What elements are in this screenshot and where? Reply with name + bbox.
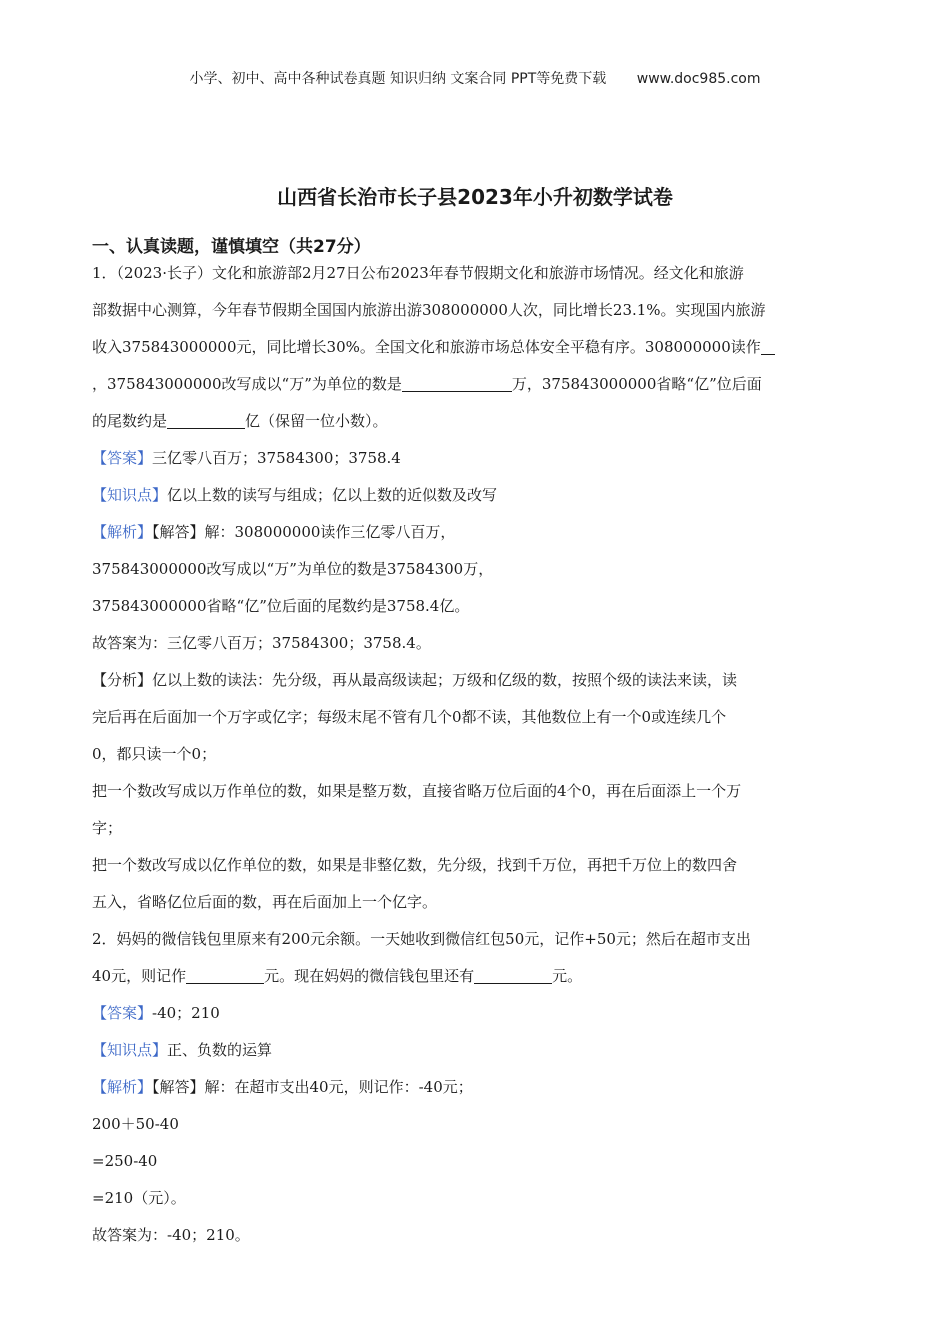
page-header: [0, 68, 950, 88]
answer-blank: [402, 373, 512, 392]
analysis-tag: 【解析】: [92, 1078, 153, 1096]
page-title: 山西省长治市长子县2023年小升初数学试卷: [277, 185, 673, 209]
q2-calc-line: =250-40: [92, 1152, 158, 1170]
q1-analysis: 【解析】【解答】解：308000000读作三亿零八百万，: [92, 523, 456, 541]
q2-analysis: 【解析】【解答】解：在超市支出40元，则记作：-40元；: [92, 1078, 473, 1096]
q2-calc-line: 200＋50-40: [92, 1115, 179, 1133]
q1-fenxi-line: 0，都只读一个0；: [92, 745, 217, 763]
q1-analysis-line: 375843000000省略“亿”位后面的尾数约是3758.4亿。: [92, 597, 470, 615]
q1-fenxi-line: 字；: [92, 819, 123, 837]
q1-line-5: 的尾数约是 亿（保留一位小数）。: [92, 412, 388, 430]
answer-blank: [474, 965, 552, 984]
q2-answer: 【答案】-40；210: [92, 1004, 220, 1022]
header-text: 小学、初中、高中各种试卷真题 知识归纳 文案合同 PPT等免费下载: [189, 71, 607, 87]
q1-answer: 【答案】三亿零八百万；37584300；3758.4: [92, 449, 401, 467]
q1-analysis-line: 375843000000改写成以“万”为单位的数是37584300万，: [92, 560, 494, 578]
knowledge-tag: 【知识点】: [92, 1041, 168, 1059]
q2-calc-line: =210（元）。: [92, 1189, 186, 1207]
answer-tag: 【答案】: [92, 1004, 153, 1022]
q2-line-1: 2．妈妈的微信钱包里原来有200元余额。一天她收到微信红包50元，记作+50元；然后在超市支出: [92, 930, 751, 948]
q2-final: 故答案为：-40；210。: [92, 1226, 250, 1244]
q1-line-2: 部数据中心测算，今年春节假期全国国内旅游出游308000000人次，同比增长23.1%。实现国内旅游: [92, 301, 766, 319]
header-site[interactable]: www.doc985.com: [636, 71, 761, 87]
q1-fenxi-line: 完后再在后面加一个万字或亿字；每级末尾不管有几个0都不读，其他数位上有一个0或连续几个: [92, 708, 727, 726]
knowledge-tag: 【知识点】: [92, 486, 168, 504]
document-body: [92, 255, 862, 1254]
answer-blank: [186, 965, 264, 984]
answer-tag: 【答案】: [92, 449, 153, 467]
q1-fenxi-line: 把一个数改写成以万作单位的数，如果是整万数，直接省略万位后面的4个0，再在后面添上一个万: [92, 782, 742, 800]
section-heading: 一、认真读题，谨慎填空（共27分）: [92, 237, 371, 257]
q1-fenxi-line: 把一个数改写成以亿作单位的数，如果是非整亿数，先分级，找到千万位，再把千万位上的数四舍: [92, 856, 738, 874]
q1-line-3: 收入375843000000元，同比增长30%。全国文化和旅游市场总体安全平稳有序。308000000读作: [92, 329, 862, 366]
answer-blank: [761, 336, 775, 355]
q1-line-4: ，375843000000改写成以“万”为单位的数是 万，375843000000省略“亿”位后面: [92, 375, 762, 393]
q1-fenxi-line: 【分析】亿以上数的读法：先分级，再从最高级读起；万级和亿级的数，按照个级的读法来读，读: [92, 671, 738, 689]
q2-line-2: 40元，则记作 元。现在妈妈的微信钱包里还有 元。: [92, 967, 583, 985]
q1-line-1: 1．（2023·长子）文化和旅游部2月27日公布2023年春节假期文化和旅游市场情况。经文化和旅游: [92, 264, 744, 282]
q1-analysis-line: 故答案为：三亿零八百万；37584300；3758.4。: [92, 634, 431, 652]
q1-fenxi-line: 五入，省略亿位后面的数，再在后面加上一个亿字。: [92, 893, 438, 911]
analysis-tag: 【解析】: [92, 523, 153, 541]
q2-knowledge: 【知识点】正、负数的运算: [92, 1041, 273, 1059]
answer-blank: [167, 410, 245, 429]
q1-knowledge: 【知识点】亿以上数的读写与组成；亿以上数的近似数及改写: [92, 486, 498, 504]
